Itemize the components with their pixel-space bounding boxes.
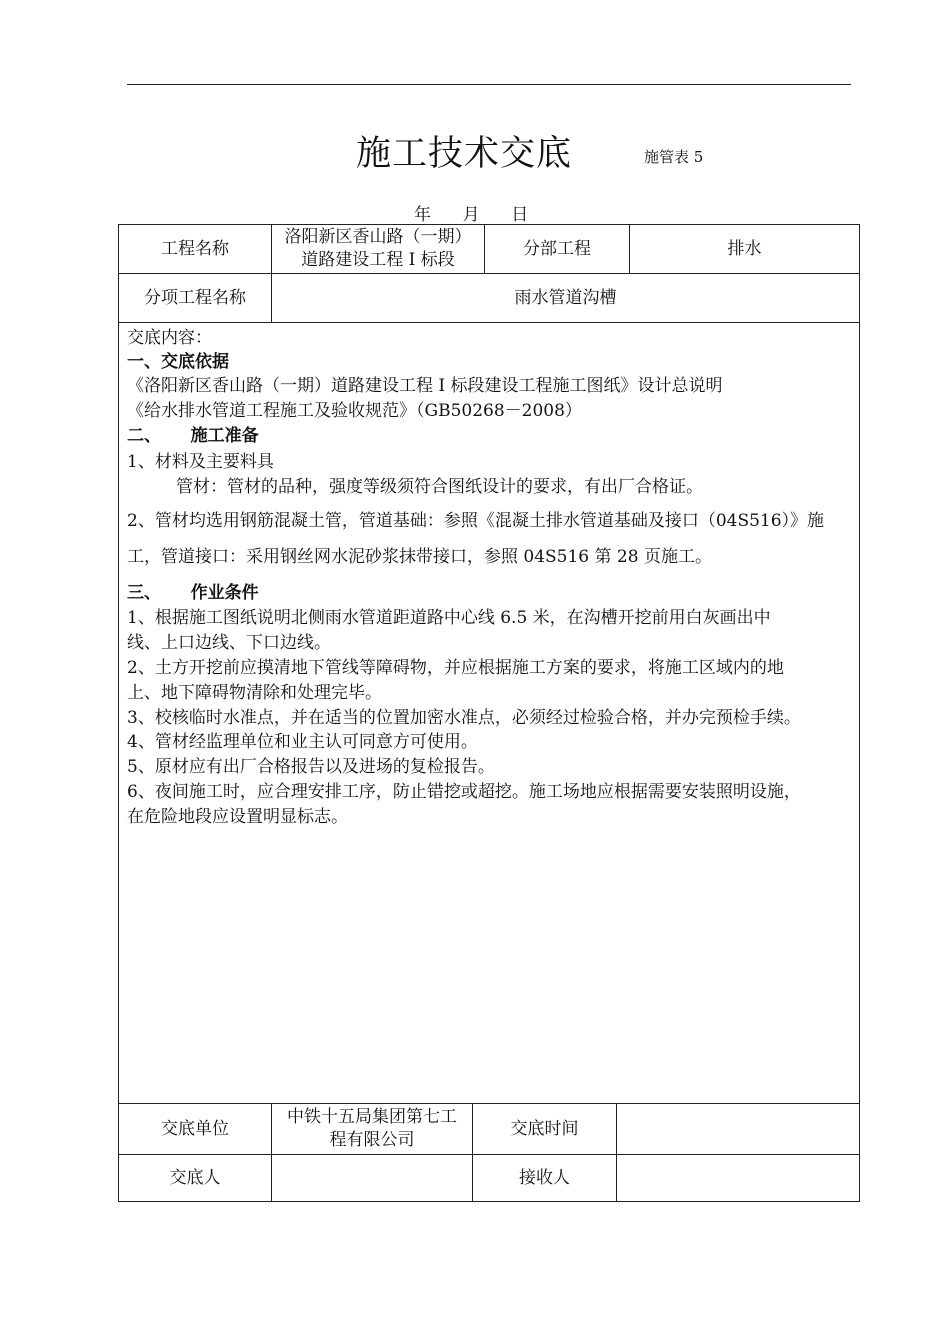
receiver-label: 接收人 <box>472 1154 617 1202</box>
unit-label: 交底单位 <box>118 1103 272 1155</box>
section-2-line: 工，管道接口：采用钢丝网水泥砂浆抹带接口，参照 04S516 第 28 页施工。 <box>127 547 712 567</box>
form-number: 施管表 5 <box>644 148 704 166</box>
section-3-line: 1、根据施工图纸说明北侧雨水管道距道路中心线 6.5 米，在沟槽开挖前用白灰画出中 <box>127 608 771 628</box>
section-2-line: 2、管材均选用钢筋混凝土管，管道基础：参照《混凝土排水管道基础及接口（04S516）》施 <box>127 511 825 531</box>
section-3-line: 6、夜间施工时，应合理安排工序，防止错挖或超挖。施工场地应根据需要安装照明设施， <box>127 782 801 802</box>
person-label: 交底人 <box>118 1154 272 1202</box>
section-1-title: 一、交底依据 <box>127 352 229 372</box>
person-value[interactable] <box>271 1154 473 1202</box>
header-rule <box>127 84 851 85</box>
title-row <box>0 126 950 176</box>
section-3-line: 3、校核临时水准点，并在适当的位置加密水准点，必须经过检验合格，并办完预检手续。 <box>127 708 801 728</box>
time-value[interactable] <box>616 1103 860 1155</box>
section-3-line: 线、上口边线、下口边线。 <box>127 633 331 653</box>
time-label: 交底时间 <box>472 1103 617 1155</box>
document-title: 施工技术交底 <box>356 134 573 174</box>
section-3-title: 三、 作业条件 <box>127 583 259 603</box>
section-2-line: 管材：管材的品种，强度等级须符合图纸设计的要求，有出厂合格证。 <box>176 477 703 497</box>
section-3-line: 上、地下障碍物清除和处理完毕。 <box>127 683 382 703</box>
section-3-line: 4、管材经监理单位和业主认可同意方可使用。 <box>127 732 478 752</box>
item-name-label: 分项工程名称 <box>118 273 272 323</box>
date-line: 年 月 日 <box>414 205 531 225</box>
section-1-line: 《给水排水管道工程施工及验收规范》（GB50268－2008） <box>127 401 582 421</box>
section-3-line: 5、原材应有出厂合格报告以及进场的复检报告。 <box>127 757 495 777</box>
item-name-value: 雨水管道沟槽 <box>271 273 860 323</box>
project-name-value: 洛阳新区香山路（一期）道路建设工程 I 标段 <box>271 224 485 274</box>
unit-value: 中铁十五局集团第七工程有限公司 <box>271 1103 473 1155</box>
section-2-line: 1、材料及主要料具 <box>127 452 274 472</box>
section-2-title: 二、 施工准备 <box>127 426 259 446</box>
project-name-label: 工程名称 <box>118 224 272 274</box>
sub-project-value: 排水 <box>629 224 860 274</box>
section-1-line: 《洛阳新区香山路（一期）道路建设工程 I 标段建设工程施工图纸》设计总说明 <box>127 376 723 396</box>
content-intro: 交底内容： <box>127 328 212 348</box>
section-3-line: 2、土方开挖前应摸清地下管线等障碍物，并应根据施工方案的要求，将施工区域内的地 <box>127 658 784 678</box>
receiver-value[interactable] <box>616 1154 860 1202</box>
section-3-line: 在危险地段应设置明显标志。 <box>127 807 348 827</box>
sub-project-label: 分部工程 <box>484 224 630 274</box>
